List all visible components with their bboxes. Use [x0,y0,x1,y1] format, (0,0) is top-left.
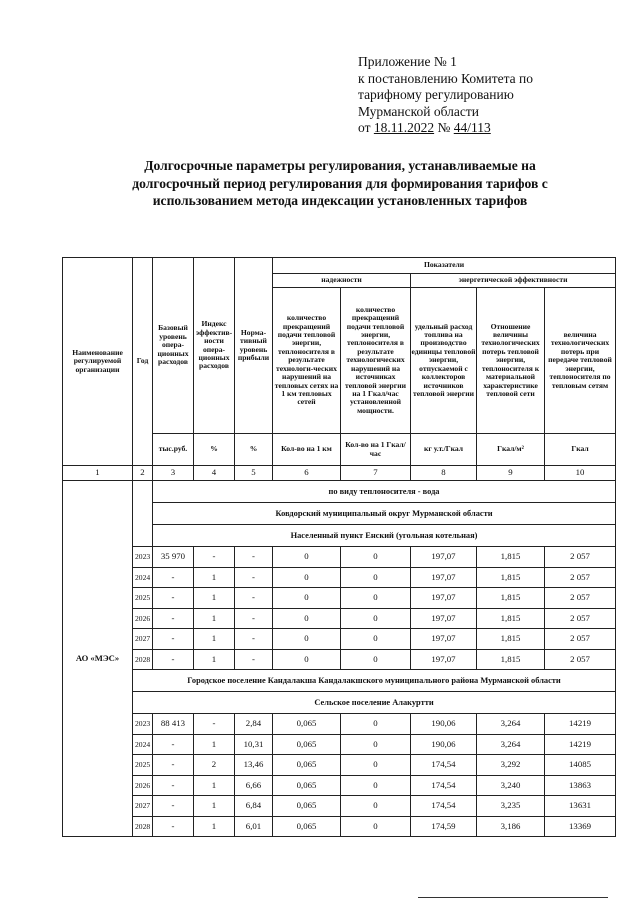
cell-norm: 13,46 [235,755,273,776]
header-col-9: Отношение величины технологических потерь тепловой энергии, теплоносителя к материальной характеристике тепловой сети [477,288,545,434]
col-number-5: 5 [235,466,273,481]
cell-c10: 2 057 [545,629,616,650]
cell-c6: 0 [273,547,341,568]
cell-c7: 0 [341,567,411,588]
annex-date: 18.11.2022 [373,120,435,135]
cell-c9: 3,240 [477,775,545,796]
cell-base: 88 413 [153,714,194,735]
cell-c9: 1,815 [477,588,545,609]
cell-index: 1 [194,734,235,755]
cell-base: - [153,755,194,776]
parameters-table [62,257,616,837]
cell-c10: 13631 [545,796,616,817]
annex-number-prefix: № [437,120,451,135]
cell-norm: - [235,649,273,670]
cell-c10: 13863 [545,775,616,796]
annex-line-1: Приложение № 1 [358,54,457,69]
title-line-2: долгосрочный период регулирования для формирования тарифов с [132,175,548,191]
cell-norm: 6,01 [235,816,273,837]
cell-index: 1 [194,816,235,837]
cell-c8: 174,54 [411,796,477,817]
cell-index: 1 [194,649,235,670]
cell-c9: 1,815 [477,567,545,588]
cell-year: 2026 [133,608,153,629]
table-row [63,567,616,588]
cell-c6: 0,065 [273,714,341,735]
table-row [63,796,616,817]
header-reliability: надежности [273,274,411,288]
header-col-6: количество прекращений подачи тепловой энергии, теплоносителя в результате технологи-ческих нарушений на тепловых сетях на 1 км тепловых сетей [273,288,341,434]
cell-c7: 0 [341,816,411,837]
col-number-8: 8 [411,466,477,481]
cell-c8: 197,07 [411,547,477,568]
unit-index: % [194,434,235,466]
title-line-1: Долгосрочные параметры регулирования, устанавливаемые на [144,158,536,173]
cell-base: - [153,567,194,588]
bottom-rule [418,897,608,898]
annex-line-4: Мурманской области [358,103,479,119]
table-row [63,714,616,735]
table-row [63,816,616,837]
cell-c9: 1,815 [477,649,545,670]
cell-c8: 197,07 [411,608,477,629]
table-row [63,547,616,568]
cell-c7: 0 [341,775,411,796]
cell-norm: - [235,567,273,588]
header-col-7: количество прекращений подачи тепловой энергии, теплоносителя в результате технологических нарушений на источниках тепловой энергии на 1 Гкал/час установленной мощности. [341,288,411,434]
annex-number: 44/113 [453,120,491,135]
cell-c8: 197,07 [411,629,477,650]
section-locality-1: Населенный пункт Енский (угольная котельная) [153,525,616,547]
cell-c9: 1,815 [477,608,545,629]
cell-year: 2025 [133,588,153,609]
cell-c9: 3,186 [477,816,545,837]
cell-c6: 0,065 [273,775,341,796]
section-locality-2: Сельское поселение Алакуртти [133,692,616,714]
cell-c9: 1,815 [477,547,545,568]
header-indicators: Показатели [273,258,616,274]
header-col-10: величина технологических потерь при передаче тепловой энергии, теплоносителя по тепловым сетям [545,288,616,434]
cell-norm: - [235,608,273,629]
header-base: Базовый уровень опера-ционных расходов [153,258,194,434]
table-row [63,649,616,670]
cell-year: 2023 [133,714,153,735]
cell-base: - [153,588,194,609]
table-row [63,608,616,629]
title-line-3: использованием метода индексации установленных тарифов [152,193,528,208]
cell-c6: 0,065 [273,734,341,755]
section-district-2: Городское поселение Кандалакша Кандалакшского муниципального района Мурманской области [133,670,616,692]
cell-base: - [153,629,194,650]
annex-block [358,54,533,137]
cell-c10: 14085 [545,755,616,776]
col-number-4: 4 [194,466,235,481]
annex-line-3: тарифному регулированию [358,87,514,102]
cell-norm: - [235,588,273,609]
cell-c10: 2 057 [545,547,616,568]
cell-c8: 197,07 [411,649,477,670]
cell-index: 1 [194,775,235,796]
cell-c9: 3,235 [477,796,545,817]
unit-col-9: Гкал/м² [477,434,545,466]
cell-index: 1 [194,588,235,609]
cell-c7: 0 [341,796,411,817]
cell-c7: 0 [341,608,411,629]
cell-index: - [194,547,235,568]
cell-c10: 14219 [545,714,616,735]
cell-norm: 6,84 [235,796,273,817]
header-year: Год [133,258,153,466]
cell-year: 2025 [133,755,153,776]
cell-index: 1 [194,567,235,588]
cell-c9: 1,815 [477,629,545,650]
cell-c6: 0,065 [273,796,341,817]
cell-c6: 0 [273,629,341,650]
cell-year: 2028 [133,649,153,670]
unit-col-6: Кол-во на 1 км [273,434,341,466]
cell-c7: 0 [341,629,411,650]
cell-base: - [153,649,194,670]
cell-c10: 2 057 [545,608,616,629]
cell-c8: 190,06 [411,714,477,735]
annex-line-2: к постановлению Комитета по [358,70,533,86]
cell-c8: 197,07 [411,588,477,609]
cell-year: 2024 [133,567,153,588]
unit-base: тыс.руб. [153,434,194,466]
cell-c10: 2 057 [545,649,616,670]
unit-norm: % [235,434,273,466]
header-org: Наименование регулируемой организации [63,258,133,466]
cell-base: - [153,796,194,817]
cell-c9: 3,292 [477,755,545,776]
unit-col-10: Гкал [545,434,616,466]
cell-c7: 0 [341,547,411,568]
col-number-7: 7 [341,466,411,481]
cell-year: 2027 [133,629,153,650]
cell-base: - [153,608,194,629]
cell-year: 2028 [133,816,153,837]
cell-c9: 3,264 [477,714,545,735]
cell-year: 2027 [133,796,153,817]
section-district-1: Ковдорский муниципальный округ Мурманской области [153,503,616,525]
cell-c10: 2 057 [545,588,616,609]
cell-c6: 0 [273,649,341,670]
cell-base: 35 970 [153,547,194,568]
cell-c6: 0,065 [273,755,341,776]
col-number-9: 9 [477,466,545,481]
cell-norm: - [235,629,273,650]
cell-c10: 14219 [545,734,616,755]
cell-c6: 0 [273,567,341,588]
col-number-10: 10 [545,466,616,481]
cell-c8: 174,54 [411,755,477,776]
cell-c9: 3,264 [477,734,545,755]
cell-c7: 0 [341,734,411,755]
cell-c6: 0 [273,588,341,609]
cell-norm: 10,31 [235,734,273,755]
cell-year: 2024 [133,734,153,755]
annex-date-line [358,120,533,137]
header-col-8: удельный расход топлива на производство единицы тепловой энергии, отпускаемой с коллекторов источников тепловой энергии [411,288,477,434]
cell-year: 2023 [133,547,153,568]
cell-norm: - [235,547,273,568]
header-norm: Норма-тивный уровень прибыли [235,258,273,434]
cell-base: - [153,816,194,837]
section-carrier: по виду теплоносителя - вода [153,481,616,503]
table-row [63,755,616,776]
col-number-2: 2 [133,466,153,481]
cell-c8: 197,07 [411,567,477,588]
header-index: Индекс эффектив-ности опера-ционных расходов [194,258,235,434]
unit-col-7: Кол-во на 1 Гкал/час [341,434,411,466]
cell-index: 2 [194,755,235,776]
cell-index: 1 [194,796,235,817]
table-row [63,775,616,796]
cell-c10: 13369 [545,816,616,837]
col-number-6: 6 [273,466,341,481]
blank-year-cell [133,481,153,547]
table-row [63,588,616,609]
cell-c8: 190,06 [411,734,477,755]
header-energy: энергетической эффективности [411,274,616,288]
cell-c10: 2 057 [545,567,616,588]
cell-c7: 0 [341,588,411,609]
cell-base: - [153,775,194,796]
cell-base: - [153,734,194,755]
cell-index: 1 [194,629,235,650]
col-number-1: 1 [63,466,133,481]
cell-c7: 0 [341,714,411,735]
cell-c7: 0 [341,755,411,776]
cell-norm: 6,66 [235,775,273,796]
table-row [63,734,616,755]
unit-col-8: кг у.т./Гкал [411,434,477,466]
cell-c8: 174,54 [411,775,477,796]
org-name-cell: АО «МЭС» [63,481,133,837]
cell-c8: 174,59 [411,816,477,837]
table-row [63,629,616,650]
col-number-3: 3 [153,466,194,481]
cell-c7: 0 [341,649,411,670]
cell-norm: 2,84 [235,714,273,735]
cell-index: - [194,714,235,735]
cell-c6: 0 [273,608,341,629]
document-title [60,157,620,210]
annex-date-prefix: от [358,120,371,135]
cell-year: 2026 [133,775,153,796]
cell-index: 1 [194,608,235,629]
cell-c6: 0,065 [273,816,341,837]
